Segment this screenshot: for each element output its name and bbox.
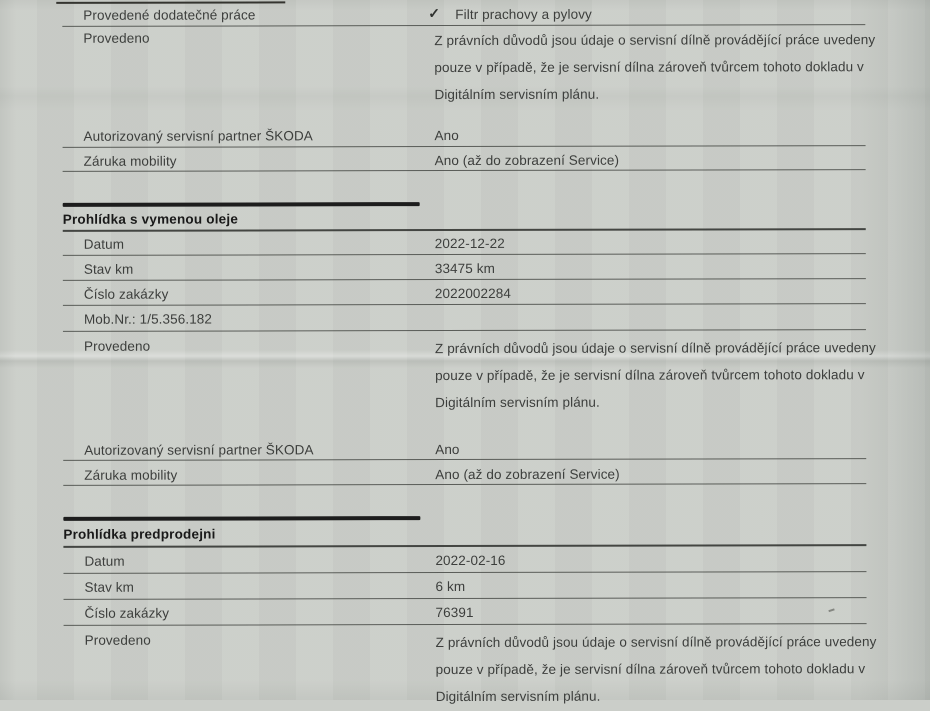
divider-line	[63, 278, 866, 281]
divider-line	[64, 597, 867, 600]
field-value-mobility: Ano (až do zobrazení Service)	[434, 152, 620, 169]
field-label-datum: Datum	[83, 236, 125, 252]
field-label-mobility: Záruka mobility	[83, 153, 177, 169]
legal-line-3: Digitálním servisním plánu.	[434, 86, 600, 103]
divider-line	[63, 544, 866, 548]
field-value-cislo-zakazky: 76391	[435, 604, 474, 621]
divider-line	[63, 329, 866, 332]
legal-line-2: pouze v případě, že je servisní dílna zároveň tvůrcem tohoto dokladu v	[435, 661, 866, 678]
field-label-provedeno: Provedeno	[83, 338, 151, 354]
field-label-additional-work: Provedené dodatečné práce	[83, 7, 256, 23]
field-value-cislo-zakazky: 2022002284	[434, 285, 511, 302]
legal-paragraph	[435, 334, 875, 416]
field-label-mobility: Záruka mobility	[84, 467, 178, 483]
field-label-partner: Autorizovaný servisní partner ŠKODA	[83, 128, 313, 144]
divider-line	[63, 303, 866, 306]
legal-line-1: Z právních důvodů jsou údaje o servisní dílně provádějící práce uvedeny	[434, 340, 876, 357]
divider-line	[63, 483, 866, 486]
field-label-stav-km: Stav km	[84, 579, 134, 595]
field-value-stav-km: 33475 km	[434, 260, 495, 277]
legal-paragraph	[436, 628, 876, 710]
field-value-mobility: Ano (až do zobrazení Service)	[435, 466, 620, 483]
divider-line	[63, 145, 866, 148]
check-icon: ✓	[428, 5, 441, 22]
field-label-datum: Datum	[84, 553, 125, 569]
legal-line-1: Z právních důvodů jsou údaje o servisní dílně provádějící práce uvedeny	[435, 634, 877, 651]
legal-line-2: pouze v případě, že je servisní dílna zároveň tvůrcem tohoto dokladu v	[434, 59, 864, 76]
field-label-provedeno: Provedeno	[84, 632, 151, 648]
legal-line-2: pouze v případě, že je servisní dílna zároveň tvůrcem tohoto dokladu v	[435, 367, 865, 384]
field-value-additional-work: Filtr prachovy a pylovy	[455, 6, 592, 23]
field-label-cislo-zakazky: Číslo zakázky	[84, 605, 170, 621]
field-label-partner: Autorizovaný servisní partner ŠKODA	[84, 442, 314, 458]
field-value-partner: Ano	[434, 128, 459, 144]
paper-speck	[828, 608, 834, 612]
field-value-datum: 2022-02-16	[435, 552, 506, 569]
divider-line	[64, 623, 867, 626]
section-title-oil: Prohlídka s vymenou oleje	[62, 211, 239, 227]
field-label-mob-nr: Mob.Nr.: 1/5.356.182	[83, 311, 213, 327]
field-value-stav-km: 6 km	[435, 579, 466, 595]
field-value-datum: 2022-12-22	[434, 235, 505, 252]
field-label-provedeno: Provedeno	[83, 30, 150, 46]
field-value-partner: Ano	[435, 442, 460, 458]
legal-line-1: Z právních důvodů jsou údaje o servisní dílně provádějící práce uvedeny	[434, 32, 876, 49]
divider-line	[63, 253, 866, 256]
legal-line-3: Digitálním servisním plánu.	[435, 394, 600, 411]
divider-line	[63, 571, 866, 574]
divider-line	[63, 458, 866, 461]
legal-line-3: Digitálním servisním plánu.	[435, 688, 601, 705]
section-bar	[63, 202, 420, 207]
divider-line	[63, 169, 866, 172]
scan-top-line	[56, 1, 285, 3]
divider-line	[63, 228, 866, 232]
legal-paragraph	[434, 26, 874, 108]
field-label-cislo-zakazky: Číslo zakázky	[83, 286, 169, 302]
section-title-presale: Prohlídka predprodejni	[63, 526, 216, 542]
field-label-stav-km: Stav km	[83, 261, 134, 277]
section-bar	[63, 516, 420, 521]
